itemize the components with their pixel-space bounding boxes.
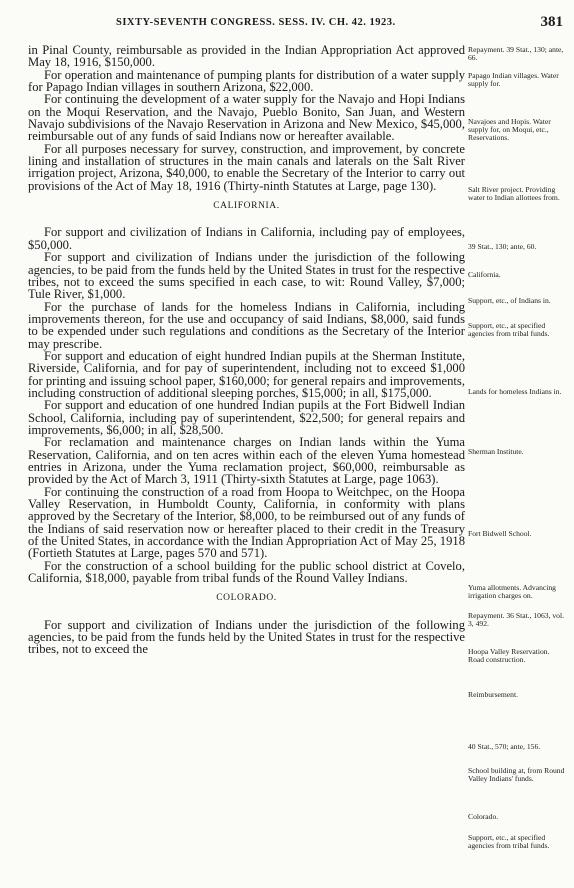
running-head: SIXTY-SEVENTH CONGRESS. SESS. IV. CH. 42. 1923. [116, 17, 396, 28]
paragraph: For support and civilization of Indians under the jurisdiction of the following agencies, to be paid from the funds held by the United States in trust for the respective tribes, not to exceed the sums specified in each case, to wit: Round Valley, $7,000; Tule River, $1,000. [28, 250, 465, 302]
margin-note: Sherman Institute. [468, 447, 524, 456]
page-header [0, 16, 574, 32]
section-heading-california: CALIFORNIA. [213, 201, 280, 212]
paragraph: For continuing the construction of a road from Hoopa to Weitchpec, on the Hoopa Valley Reservation, in Humboldt County, California, in conformity with plans approved by the Secretary of the Interior, $8,000, to be reimbursed out of any funds of the Indians of said reservation now or hereafter placed to their credit in the Treasury of the United States, in accordance with the Indian Appropriation Act of May 25, 1918 (Fortieth Statutes at Large, pages 570 and 571). [28, 484, 465, 561]
margin-note: Repayment. 39 Stat., 130; ante, 66. [468, 45, 564, 62]
paragraph: in Pinal County, reimbursable as provided in the Indian Appropriation Act approved May 18, 1916, $150,000. [28, 43, 465, 70]
margin-note: Salt River project. Providing water to Indian allottees from. [468, 185, 560, 202]
paragraph: For support and education of eight hundred Indian pupils at the Sherman Institute, Riverside, California, and for pay of superintendent, including not to exceed $1,000 for printing and issuing school paper, $160,000; for general repairs and improvements, including construction of additional sleeping porches, $15,000; in all, $175,000. [28, 348, 465, 400]
margin-note: Hoopa Valley Reservation. Road construction. [468, 647, 550, 664]
paragraph: For the construction of a school building for the public school district at Covelo, California, $18,000, payable from tribal funds of the Round Valley Indians. [28, 558, 465, 586]
margin-note: Support, etc., at specified agencies from tribal funds. [468, 833, 550, 850]
section-heading-colorado: COLORADO. [216, 593, 277, 604]
paragraph: For continuing the development of a water supply for the Navajo and Hopi Indians on the Moqui Reservation, and the Navajo, Pueblo Bonito, San Juan, and Western Navajo subdivisions of the Navajo Reservation in Arizona and New Mexico, $45,000, reimbursable out of any funds of said Indians now or hereafter available. [28, 92, 465, 144]
margin-note: California. [468, 270, 501, 279]
margin-note: Yuma allotments. Advancing irrigation charges on. [468, 583, 556, 600]
paragraph: For all purposes necessary for survey, construction, and improvement, by concrete lining and installation of structures in the main canals and laterals on the Salt River irrigation project, Arizona, $40,000, to enable the Secretary of the Interior to carry out provisions of the Act of May 18, 1916 (Thirty-ninth Statutes at Large, page 130). [28, 141, 465, 193]
margin-note: 39 Stat., 130; ante, 60. [468, 242, 537, 251]
margin-note: School building at, from Round Valley Indians' funds. [468, 766, 565, 783]
paragraph: For reclamation and maintenance charges on Indian lands within the Yuma Reservation, California, and on ten acres within each of the eleven Yuma homestead entries in Arizona, under the Yuma reclamation project, $60,000, reimbursable as provided by the Act of March 3, 1911 (Thirty-sixth Statutes at Large, page 1063). [28, 435, 465, 487]
body-text [28, 44, 465, 656]
paragraph: For support and civilization of Indians under the jurisdiction of the following agencies, to be paid from the funds held by the United States in trust for the respective tribes, not to exceed the [28, 617, 465, 657]
margin-note: Papago Indian villages. Water supply for. [468, 71, 559, 88]
paragraph: For the purchase of lands for the homeless Indians in California, including improvements thereon, for the use and occupancy of said Indians, $8,000, said funds to be expended under such regulations and conditions as the Secretary of the Interior may prescribe. [28, 299, 465, 351]
paragraph: For support and civilization of Indians in California, including pay of employees, $50,000. [28, 225, 465, 252]
margin-note: Support, etc., at specified agencies from tribal funds. [468, 321, 550, 338]
margin-note: Reimbursement. [468, 690, 518, 699]
margin-note: Navajoes and Hopis. Water supply for, on Moqui, etc., Reservations. [468, 117, 551, 142]
margin-note: Colorado. [468, 812, 499, 821]
margin-note: Lands for homeless Indians in. [468, 387, 562, 396]
margin-note: Support, etc., of Indians in. [468, 296, 551, 305]
page-number: 381 [540, 14, 563, 30]
margin-note: Repayment. 36 Stat., 1063, vol. 3, 492. [468, 611, 564, 628]
margin-note: Fort Bidwell School. [468, 529, 532, 538]
paragraph: For operation and maintenance of pumping plants for distribution of a water supply for Papago Indian villages in southern Arizona, $22,000. [28, 67, 465, 95]
paragraph: For support and education of one hundred Indian pupils at the Fort Bidwell Indian School, California, including pay of superintendent, $22,500; for general repairs and improvements, $6,000; in all, $28,500. [28, 398, 465, 437]
margin-note: 40 Stat., 570; ante, 156. [468, 742, 541, 751]
